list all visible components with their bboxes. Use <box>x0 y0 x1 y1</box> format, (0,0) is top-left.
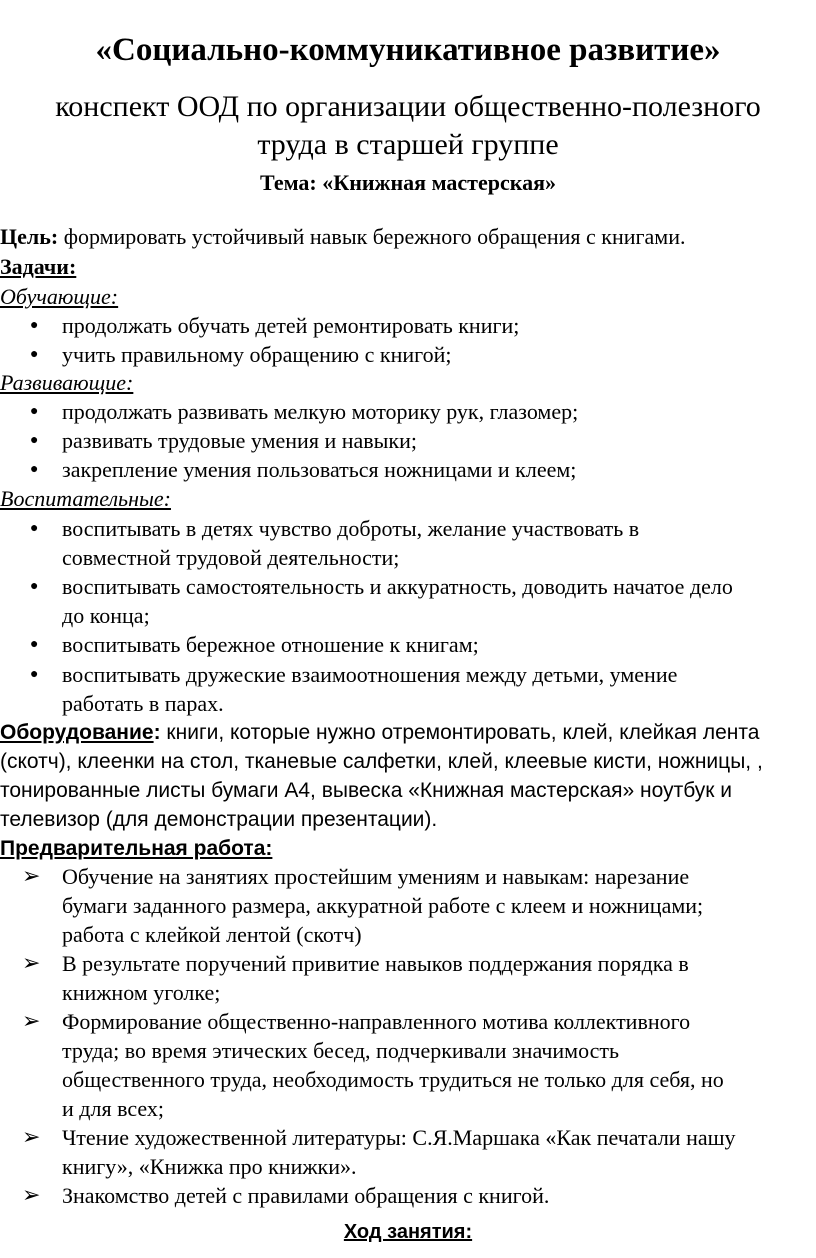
list-item: Формирование общественно-направленного мотива коллективного <box>62 1009 691 1034</box>
list-item-continuation: книгу», «Книжка про книжки». <box>62 1154 357 1179</box>
bullet-icon: ● <box>30 637 39 652</box>
list-item: Обучение на занятиях простейшим умениям и навыкам: нарезание <box>62 864 690 889</box>
equipment-line <box>0 718 759 748</box>
teaching-heading: Обучающие: <box>0 284 119 309</box>
arrow-bullet-icon: ➢ <box>22 864 41 889</box>
equipment-label: Оборудование <box>0 721 154 744</box>
list-item: учить правильному обращению с книгой; <box>62 342 452 367</box>
equipment-colon: : <box>153 721 161 744</box>
topic-heading: Тема: «Книжная мастерская» <box>259 170 556 195</box>
list-item: продолжать обучать детей ремонтировать книги; <box>62 313 520 338</box>
list-item: воспитывать самостоятельность и аккуратность, доводить начатое дело <box>62 574 733 599</box>
list-item: Знакомство детей с правилами обращения с книгой. <box>62 1183 550 1208</box>
educational-heading: Воспитательные: <box>0 486 171 511</box>
bullet-icon: ● <box>30 404 39 419</box>
subtitle-line: труда в старшей группе <box>257 128 559 161</box>
bullet-icon: ● <box>30 318 39 333</box>
subtitle-line: конспект ООД по организации общественно-полезного <box>55 90 761 123</box>
list-item: воспитывать в детях чувство доброты, желание участвовать в <box>62 516 640 541</box>
list-item: Чтение художественной литературы: С.Я.Маршака «Как печатали нашу <box>62 1125 736 1150</box>
list-item-continuation: книжном уголке; <box>62 980 221 1005</box>
lesson-progress-heading: Ход занятия: <box>343 1221 473 1243</box>
arrow-bullet-icon: ➢ <box>22 1183 41 1208</box>
document-subtitle <box>0 88 816 164</box>
bullet-icon: ● <box>30 667 39 682</box>
list-item-continuation: и для всех; <box>62 1096 164 1121</box>
bullet-icon: ● <box>30 433 39 448</box>
equipment-line: (скотч), клеенки на стол, тканевые салфетки, клей, клеевые кисти, ножницы, , <box>0 750 763 773</box>
bullet-icon: ● <box>30 521 39 536</box>
preliminary-heading: Предварительная работа: <box>0 837 273 860</box>
equipment-line: телевизор (для демонстрации презентации). <box>0 808 438 831</box>
list-item-continuation: бумаги заданного размера, аккуратной работе с клеем и ножницами; <box>62 893 704 918</box>
list-item: воспитывать бережное отношение к книгам; <box>62 632 479 657</box>
bullet-icon: ● <box>30 462 39 477</box>
list-item-continuation: работа с клейкой лентой (скотч) <box>62 922 362 947</box>
list-item-continuation: совместной трудовой деятельности; <box>62 545 400 570</box>
developing-heading: Развивающие: <box>0 370 134 395</box>
list-item-continuation: до конца; <box>62 603 150 628</box>
list-item-continuation: общественного труда, необходимость трудиться не только для себя, но <box>62 1067 724 1092</box>
bullet-icon: ● <box>30 579 39 594</box>
goal-text: формировать устойчивый навык бережного обращения с книгами. <box>58 224 686 249</box>
goal-line <box>0 222 685 252</box>
arrow-bullet-icon: ➢ <box>22 951 41 976</box>
list-item: продолжать развивать мелкую моторику рук, глазомер; <box>62 399 579 424</box>
list-item-continuation: труда; во время этических бесед, подчеркивали значимость <box>62 1038 620 1063</box>
document-title: «Социально-коммуникативное развитие» <box>95 32 721 68</box>
equipment-line: тонированные листы бумаги А4, вывеска «Книжная мастерская» ноутбук и <box>0 779 733 802</box>
goal-label: Цель: <box>0 224 59 249</box>
list-item: закрепление умения пользоваться ножницами и клеем; <box>62 457 577 482</box>
equipment-text: книги, которые нужно отремонтировать, клей, клейкая лента <box>160 721 760 744</box>
list-item: воспитывать дружеские взаимоотношения между детьми, умение <box>62 662 678 687</box>
list-item: В результате поручений привитие навыков поддержания порядка в <box>62 951 689 976</box>
arrow-bullet-icon: ➢ <box>22 1009 41 1034</box>
tasks-heading: Задачи: <box>0 254 77 279</box>
arrow-bullet-icon: ➢ <box>22 1125 41 1150</box>
list-item-continuation: работать в парах. <box>62 691 224 716</box>
bullet-icon: ● <box>30 347 39 362</box>
list-item: развивать трудовые умения и навыки; <box>62 428 418 453</box>
